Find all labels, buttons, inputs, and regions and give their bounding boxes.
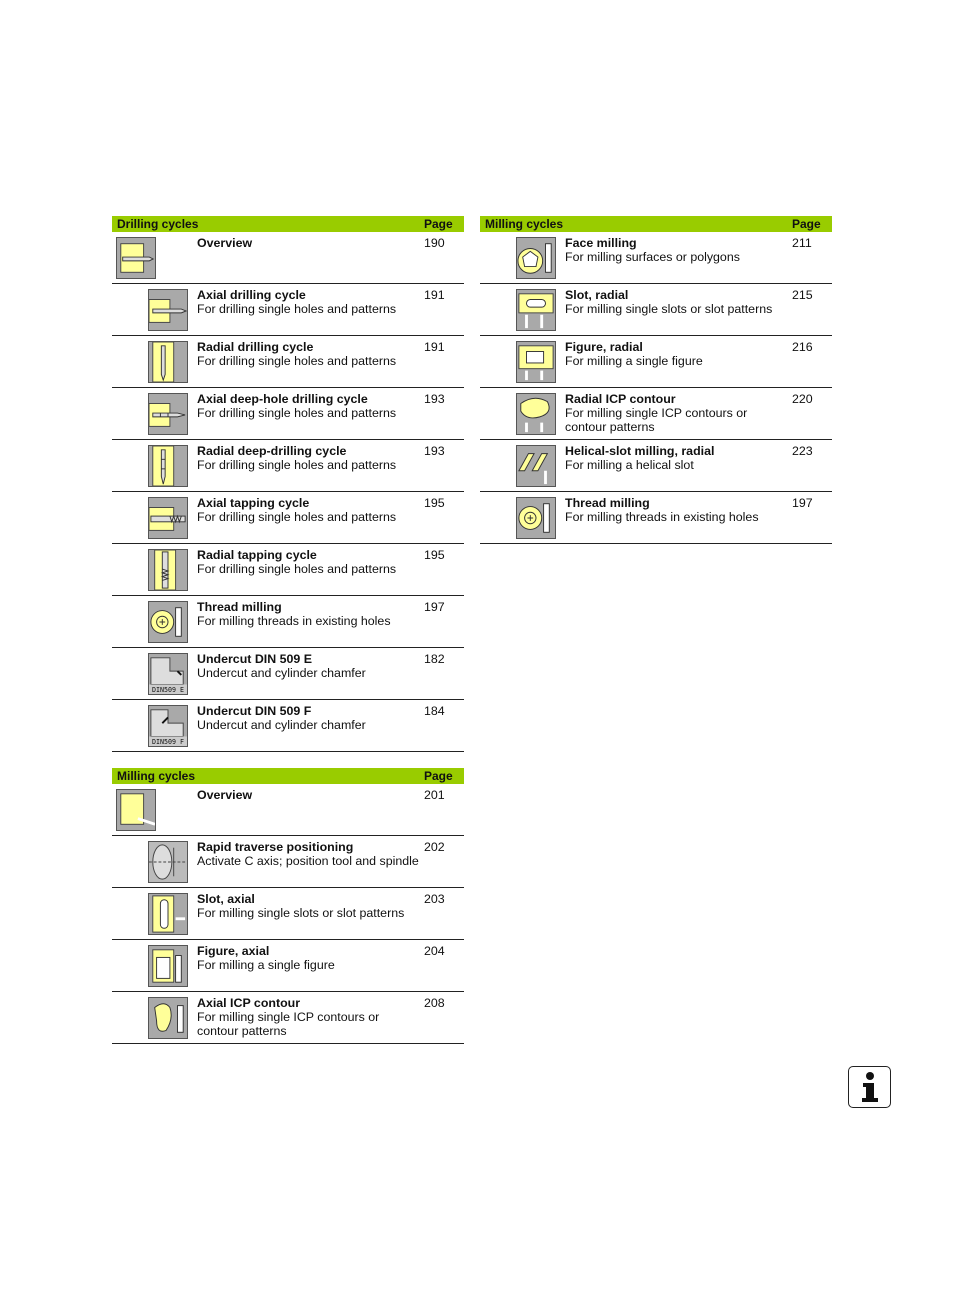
drilling-cycles-table — [112, 216, 464, 752]
table-row — [112, 388, 464, 440]
row-text — [197, 840, 422, 868]
table-header-title: Drilling cycles — [117, 217, 199, 231]
table-row — [112, 784, 464, 836]
row-description: For drilling single holes and patterns — [197, 302, 397, 316]
axial-icp-icon — [148, 997, 188, 1039]
row-title: Axial tapping cycle — [197, 496, 310, 510]
row-page-number: 223 — [792, 444, 813, 458]
table-row — [480, 440, 832, 492]
radial-tap-icon — [148, 549, 188, 591]
table-row — [112, 940, 464, 992]
row-text — [197, 392, 422, 420]
table-header-page: Page — [792, 217, 821, 231]
row-title: Axial ICP contour — [197, 996, 301, 1010]
row-title: Undercut DIN 509 E — [197, 652, 312, 666]
row-text — [197, 788, 422, 802]
figure-axial-icon — [148, 945, 188, 987]
radial-icp-icon — [516, 393, 556, 435]
svg-text:DIN509 F: DIN509 F — [152, 738, 184, 746]
row-description: For milling threads in existing holes — [197, 614, 391, 628]
row-description: For milling a single figure — [197, 958, 335, 972]
row-description: For drilling single holes and patterns — [197, 406, 397, 420]
row-page-number: 202 — [424, 840, 445, 854]
radial-drill-icon — [148, 341, 188, 383]
helical-slot-icon — [516, 445, 556, 487]
row-page-number: 195 — [424, 496, 445, 510]
milling-overview-icon — [116, 789, 156, 831]
row-page-number: 201 — [424, 788, 445, 802]
row-text — [197, 236, 422, 250]
row-page-number: 195 — [424, 548, 445, 562]
milling-cycles-table-right — [480, 216, 832, 544]
row-title: Slot, axial — [197, 892, 255, 906]
row-page-number: 191 — [424, 288, 445, 302]
figure-radial-icon — [516, 341, 556, 383]
row-text — [197, 288, 422, 316]
row-title: Helical-slot milling, radial — [565, 444, 715, 458]
rapid-position-icon — [148, 841, 188, 883]
row-title: Figure, radial — [565, 340, 643, 354]
row-page-number: 184 — [424, 704, 445, 718]
row-text — [565, 444, 790, 472]
row-description: Undercut and cylinder chamfer — [197, 666, 366, 680]
table-row — [112, 596, 464, 648]
row-page-number: 220 — [792, 392, 813, 406]
row-title: Thread milling — [565, 496, 650, 510]
thread-mill-icon — [516, 497, 556, 539]
table-row — [112, 544, 464, 596]
milling-cycles-table-left — [112, 768, 464, 1044]
row-text — [197, 496, 422, 524]
row-page-number: 197 — [792, 496, 813, 510]
row-description: For milling single slots or slot patterns — [565, 302, 773, 316]
row-page-number: 216 — [792, 340, 813, 354]
row-text — [197, 600, 422, 628]
table-row — [480, 492, 832, 544]
row-description: For drilling single holes and patterns — [197, 458, 397, 472]
table-header-title: Milling cycles — [485, 217, 564, 231]
row-title: Overview — [197, 788, 253, 802]
axial-deep-drill-icon — [148, 393, 188, 435]
face-mill-icon — [516, 237, 556, 279]
row-description: Activate C axis; position tool and spindle — [197, 854, 419, 868]
row-text — [197, 944, 422, 972]
row-description: For milling single slots or slot patterns — [197, 906, 405, 920]
table-row — [480, 284, 832, 336]
row-text — [197, 704, 422, 732]
row-description: For drilling single holes and patterns — [197, 510, 397, 524]
row-title: Axial drilling cycle — [197, 288, 306, 302]
row-page-number: 190 — [424, 236, 445, 250]
table-header-page: Page — [424, 769, 453, 783]
row-title: Undercut DIN 509 F — [197, 704, 312, 718]
row-description: For milling single ICP contours or contour patterns — [565, 406, 748, 434]
row-text — [197, 548, 422, 576]
row-title: Figure, axial — [197, 944, 270, 958]
table-row — [112, 284, 464, 336]
table-header-title: Milling cycles — [117, 769, 196, 783]
row-page-number: 193 — [424, 392, 445, 406]
row-page-number: 204 — [424, 944, 445, 958]
axial-tap-icon — [148, 497, 188, 539]
axial-drill-icon — [148, 289, 188, 331]
row-title: Overview — [197, 236, 253, 250]
row-text — [565, 392, 790, 434]
table-row — [112, 336, 464, 388]
row-text — [197, 652, 422, 680]
table-header-page: Page — [424, 217, 453, 231]
undercut-f-icon — [148, 705, 188, 747]
row-text — [565, 496, 790, 524]
drilling-overview-icon — [116, 237, 156, 279]
row-title: Slot, radial — [565, 288, 629, 302]
row-text — [197, 892, 422, 920]
row-page-number: 182 — [424, 652, 445, 666]
info-icon — [848, 1066, 891, 1108]
table-row — [112, 440, 464, 492]
slot-radial-icon — [516, 289, 556, 331]
row-title: Thread milling — [197, 600, 282, 614]
radial-deep-drill-icon — [148, 445, 188, 487]
table-row — [480, 232, 832, 284]
thread-mill-icon — [148, 601, 188, 643]
table-row — [112, 492, 464, 544]
table-header — [112, 216, 464, 232]
row-text — [197, 996, 422, 1038]
row-title: Radial deep-drilling cycle — [197, 444, 347, 458]
table-row — [112, 836, 464, 888]
row-text — [565, 340, 790, 368]
row-title: Rapid traverse positioning — [197, 840, 354, 854]
row-page-number: 193 — [424, 444, 445, 458]
row-description: For milling single ICP contours or contour patterns — [197, 1010, 380, 1038]
row-title: Face milling — [565, 236, 637, 250]
row-description: For milling a helical slot — [565, 458, 694, 472]
table-row — [112, 232, 464, 284]
table-row — [112, 888, 464, 940]
row-text — [565, 236, 790, 264]
table-header — [112, 768, 464, 784]
row-description: For drilling single holes and patterns — [197, 354, 397, 368]
row-title: Radial tapping cycle — [197, 548, 317, 562]
table-header — [480, 216, 832, 232]
row-page-number: 208 — [424, 996, 445, 1010]
row-page-number: 211 — [792, 236, 812, 250]
row-page-number: 191 — [424, 340, 445, 354]
row-text — [565, 288, 790, 316]
table-row — [480, 336, 832, 388]
row-description: For drilling single holes and patterns — [197, 562, 397, 576]
row-title: Axial deep-hole drilling cycle — [197, 392, 368, 406]
row-page-number: 215 — [792, 288, 813, 302]
row-text — [197, 444, 422, 472]
svg-text:DIN509 E: DIN509 E — [152, 686, 184, 694]
row-description: For milling a single figure — [565, 354, 703, 368]
row-description: For milling surfaces or polygons — [565, 250, 740, 264]
row-description: Undercut and cylinder chamfer — [197, 718, 366, 732]
table-row — [112, 700, 464, 752]
row-description: For milling threads in existing holes — [565, 510, 759, 524]
undercut-e-icon — [148, 653, 188, 695]
row-page-number: 203 — [424, 892, 445, 906]
table-row — [480, 388, 832, 440]
table-row — [112, 992, 464, 1044]
table-row — [112, 648, 464, 700]
row-text — [197, 340, 422, 368]
row-title: Radial ICP contour — [565, 392, 676, 406]
row-title: Radial drilling cycle — [197, 340, 314, 354]
row-page-number: 197 — [424, 600, 445, 614]
slot-axial-icon — [148, 893, 188, 935]
